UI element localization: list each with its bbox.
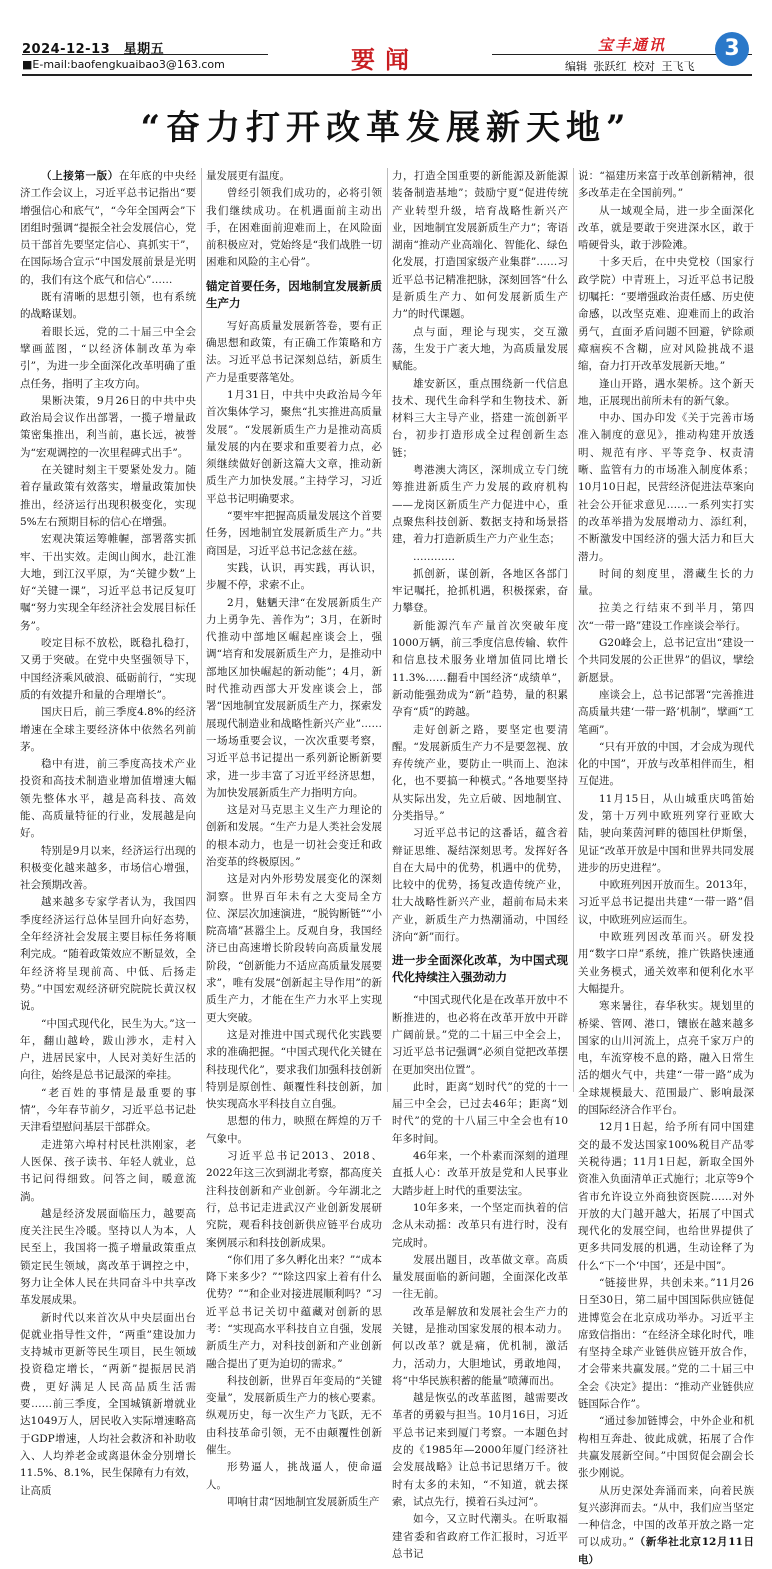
column-4 xyxy=(578,168,754,1566)
paragraph: 咬定目标不放松，既稳扎稳打，又勇于突破。在党中央坚强领导下，中国经济乘风破浪、砥砺前行，“实现质的有效提升和量的合理增长”。 xyxy=(20,637,196,701)
continuation-note: （上接第一版） xyxy=(41,170,119,182)
article-body xyxy=(20,168,756,1566)
issue-date: 2024-12-13 星期五 xyxy=(22,42,165,57)
paragraph: 时间的刻度里，潜藏生长的力量。 xyxy=(578,567,754,598)
paragraph: 1月31日，中共中央政治局今年首次集体学习，聚焦“扎实推进高质量发展”。“发展新质生产力是推动高质量发展的内在要求和重要着力点，必须继续做好创新这篇大文章，推动新质生产力加快发展。”主持学习，习近平总书记明确要求。 xyxy=(206,388,382,505)
paragraph: 写好高质量发展新答卷，要有正确思想和政策，有正确工作策略和方法。习近平总书记深刻总结，新质生产力是重要落笔处。 xyxy=(206,319,382,384)
paragraph: 走进第六埠村村民杜洪刚家，老人医保、孩子读书、年轻人就业，总书记问得细致。问答之间，暖意流淌。 xyxy=(20,1138,196,1203)
page-number-badge: 3 xyxy=(715,32,749,66)
paragraph: 力，打造全国重要的新能源及新能源装备制造基地”；鼓励宁夏“促进传统产业转型升级，培育战略性新兴产业，因地制宜发展新质生产力”；寄语湖南“推动产业高端化、智能化、绿色化发展，打造国家级产业集群”……习近平总书记精准把脉，深刻回答“什么是新质生产力、如何发展新质生产力”的时代课题。 xyxy=(392,170,568,321)
paragraph: 拉美之行结束不到半月，第四次“一带一路”建设工作座谈会举行。 xyxy=(578,602,754,632)
section-title: 要闻 xyxy=(351,45,419,74)
paragraph: 中办、国办印发《关于完善市场准入制度的意见》，推动构建开放透明、规范有序、平等竞争、权责清晰、监管有力的市场准入制度体系；10月10日起，民营经济促进法草案向社会公开征求意见……一系列实打实的改革举措为发展增动力、添红利，不断激发中国经济的强大活力和巨大潜力。 xyxy=(578,412,754,563)
paragraph: 座谈会上，总书记部署“完善推进高质量共建‘一带一路’机制”，擘画“工笔画”。 xyxy=(578,688,754,736)
paragraph: 中欧班列因改革而兴。研发投用“数字口岸”系统，推广铁路快速通关业务模式，通关效率和便利化水平大幅提升。 xyxy=(578,931,754,995)
paragraph: G20峰会上，总书记宣出“建设一个共同发展的公正世界”的倡议，擘绘新愿景。 xyxy=(578,637,754,684)
column-3 xyxy=(392,168,568,1560)
paragraph: 这是对推进中国式现代化实践要求的准确把握。“中国式现代化关键在科技现代化”，要求我们加强科技创新特别是原创性、颠覆性科技创新，加快实现高水平科技自立自强。 xyxy=(206,1028,382,1111)
paragraph: 这是对内外形势发展变化的深刻洞察。世界百年未有之大变局全方位、深层次加速演进，“脱钩断链”“小院高墙”甚嚣尘上。反观自身，我国经济已由高速增长阶段转向高质量发展阶段，“创新能力不适应高质量发展要求”，唯有发展“创新起主导作用”的新质生产力，才能在生产力水平上实现更大突破。 xyxy=(206,873,382,1024)
paragraph: 改革是解放和发展社会生产力的关键，是推动国家发展的根本动力。何以改革？就是痛，优机制，激活力，活动力，大胆地试，勇敢地闯，将“中华民族积蓄的能量”喷薄而出。 xyxy=(392,1305,568,1387)
column-2 xyxy=(206,168,382,1508)
paragraph: 国庆日后，前三季度4.8%的经济增速在全球主要经济体中依然名列前茅。 xyxy=(20,706,196,753)
paragraph: “中国式现代化是在改革开放中不断推进的，也必将在改革开放中开辟广阔前景。”党的二十届三中全会上，习近平总书记强调“必须自觉把改革摆在更加突出位置”。 xyxy=(392,994,568,1076)
paragraph: 特别是9月以来，经济运行出现的积极变化越来越多，市场信心增强，社会预期改善。 xyxy=(20,844,196,892)
paragraph: ………… xyxy=(413,550,455,563)
paragraph: 实践，认识，再实践，再认识，步履不停，求索不止。 xyxy=(206,561,382,592)
paragraph: 新能源汽车产量首次突破年度1000万辆，前三季度信息传输、软件和信息技术服务业增加值同比增长11.3%……翻看中国经济“成绩单”，新动能强劲成为“新”趋势，量的积累孕育“质”的跨越。 xyxy=(392,619,568,719)
paragraph: 雄安新区，重点围绕新一代信息技术、现代生命科学和生物技术、新材料三大主导产业，搭建一流创新平台，初步打造形成全过程创新生态链； xyxy=(392,377,568,459)
paragraph: 中欧班列因开放而生。2013年，习近平总书记提出共建“一带一路”倡议，中欧班列应运而生。 xyxy=(578,879,754,926)
paragraph: 习近平总书记的这番话，蕴含着辩证思维、凝结深刻思考。发挥好各自在大局中的优势，机遇中的优势，比较中的优势，扬复改造传统产业，壮大战略性新兴产业，超前布局未来产业，新质生产力热潮涌动，中国经济向“新”而行。 xyxy=(392,827,568,944)
editor-credits: 编辑 张跃红 校对 王飞飞 xyxy=(565,60,695,73)
paragraph: 曾经引领我们成功的，必将引领我们继续成功。在机遇面前主动出手，在困难面前迎难而上，在风险面前积极应对，党始终是“我们战胜一切困难和风险的主心骨”。 xyxy=(206,187,382,269)
paragraph: 说：“福建历来富于改革创新精神，很多改革走在全国前列。” xyxy=(578,170,754,200)
paragraph: 逢山开路，遇水架桥。这个新天地，正展现出前所未有的新气象。 xyxy=(578,377,754,407)
paragraph: （上接第一版）在年底的中央经济工作会议上，习近平总书记指出“要增强信心和底气”，“今年全国两会”下团组时强调“提振全社会发展信心，党员干部首先要坚定信心、真抓实干”，在国际场合宣示“中国发展前景是光明的，我们有这个底气和信心”…… xyxy=(20,170,197,286)
paragraph: 既有清晰的思想引领，也有系统的战略谋划。 xyxy=(20,291,196,321)
paragraph: 越是恢弘的改革蓝图，越需要改革者的勇毅与担当。10月16日，习近平总书记来到厦门考察。一本题色封皮的《1985年—2000年厦门经济社会发展战略》让总书记思绪万千。彼时有太多的未知，“不知道，就去探索，试点先行，摸着石头过河”。 xyxy=(392,1392,568,1508)
paragraph: “要牢牢把握高质量发展这个首要任务，因地制宜发展新质生产力。”共商国是，习近平总书记念兹在兹。 xyxy=(206,510,382,557)
paragraph: 叩响甘肃“因地制宜发展新质生产 xyxy=(227,1495,380,1508)
paragraph: “链接世界，共创未来。”11月26日至30日，第二届中国国际供应链促进博览会在北京成功举办。习近平主席致信指出：“在经济全球化时代，唯有坚持全球产业链供应链开放合作，才会带来共赢发展。”党的二十届三中全会《决定》提出：“推动产业链供应链国际合作”。 xyxy=(578,1277,754,1411)
paragraph: 46年来，一个朴素而深刻的道理直抵人心：改革开放是党和人民事业大踏步赶上时代的重要法宝。 xyxy=(392,1150,568,1197)
paragraph: 这是对马克思主义生产力理论的创新和发展。“生产力是人类社会发展的根本动力，也是一切社会变迁和政治变革的终极原因。” xyxy=(206,804,382,868)
paragraph: 思想的伟力，映照在辉煌的万千气象中。 xyxy=(206,1115,382,1145)
paragraph: 抓创新，谋创新，各地区各部门牢记嘱托，抢抓机遇，积极探索，奋力攀登。 xyxy=(392,567,568,615)
paragraph: “你们用了多久孵化出来？”“成本降下来多少？”“除这四家上着有什么优势？”“和企业对接进展顺利吗？”习近平总书记关切中蕴藏对创新的思考：“实现高水平科技自立自强，发展新质生产力，对科技创新和产业创新融合提出了更为迫切的需求。” xyxy=(206,1253,382,1370)
paragraph: 量发展更有温度。 xyxy=(206,170,290,182)
paragraph: 走好创新之路，要坚定也要清醒。“发展新质生产力不是要忽视、放弃传统产业，要防止一哄而上、泡沫化，也不要搞一种模式。”各地要坚持从实际出发，先立后破、因地制宜、分类指导。” xyxy=(392,723,568,822)
paragraph: 稳中有进，前三季度高技术产业投资和高技术制造业增加值增速大幅领先整体水平，越是高科技、高效能、高质量特征的行业，发展越是向好。 xyxy=(20,758,196,840)
paragraph: 10年多来，一个坚定而执着的信念从未动摇：改革只有进行时，没有完成时。 xyxy=(392,1201,568,1249)
paragraph: “只有开放的中国，才会成为现代化的中国”，开放与改革相伴而生，相互促进。 xyxy=(578,740,754,788)
paragraph: 从历史深处奔涌而来，向着民族复兴澎湃而去。“从中，我们应当坚定一种信念，中国的改革开放之路一定可以成功。”（新华社北京12月11日电） xyxy=(578,1484,754,1566)
paragraph: 点与面，理论与现实，交互激荡，生发于广袤大地，为高质量发展赋能。 xyxy=(392,325,568,373)
page-header xyxy=(0,0,772,80)
header-bottom-rule xyxy=(22,74,752,76)
paragraph: 习近平总书记2013、2018、2022年这三次到湖北考察，都高度关注科技创新和产业创新。今年湖北之行，总书记走进武汉产业创新发展研究院，观看科技创新供应链平台成功案例展示和科技创新成果。 xyxy=(206,1150,382,1249)
paragraph: 形势逼人，挑战逼人，使命逼人。 xyxy=(206,1461,382,1491)
dateline-credit: （新华社北京12月11日电） xyxy=(578,1536,754,1566)
paragraph: 粤港澳大湾区，深圳成立专门统筹推进新质生产力发展的政府机构——龙岗区新质生产力促进中心，重点聚焦科技创新、数据支持和场景搭建，着力打造新质生产力产业生态； xyxy=(392,464,568,546)
paragraph: 宏观决策运筹帷幄，部署落实抓牢、干出实效。走闽山闽水，赴江淮大地，到江汉平原，为“关键少数”上好“关键一课”，习近平总书记反复叮嘱“努力实现全年经济社会发展目标任务”。 xyxy=(20,533,196,632)
paragraph: 12月1日起，给予所有同中国建交的最不发达国家100%税目产品零关税待遇；11月1日起，新取全国外资准入负面清单正式施行；北京等9个省市允许设立外商独资医院……对外开放的大门越开越大，拓展了中国式现代化的发展空间，也给世界提供了更多共同发展的机遇，生动诠释了为什么“下一个‘中国’，还是中国”。 xyxy=(578,1121,754,1272)
contact-email: ■E-mail:baofengkuaibao3@163.com xyxy=(22,58,225,71)
paragraph: “通过参加链博会，中外企业和机构相互奔赴、彼此成就，拓展了合作共赢发展新空间。”中国贸促会副会长张少刚说。 xyxy=(578,1415,754,1480)
paragraph: 如今，又立时代潮头。在听取福建省委和省政府工作汇报时，习近平总书记 xyxy=(392,1513,568,1560)
paragraph: 在关键时刻主干要紧处发力。随着存量政策有效落实，增量政策加快推出，经济运行出现积极变化，实现5%左右预期目标的信心在增强。 xyxy=(20,464,196,528)
paragraph: 越是经济发展面临压力，越要高度关注民生冷暖。坚持以人为本，人民至上，我国将一揽子增量政策重点锁定民生领域，离改革于调控之中，努力让全体人民在共同奋斗中共享改革发展成果。 xyxy=(20,1207,196,1307)
paragraph: 果断决策，9月26日的中共中央政治局会议作出部署，一揽子增量政策密集推出，利当前，惠长远，被誉为“宏观调控的一次里程碑式出手”。 xyxy=(20,394,196,459)
subheading: 进一步全面深化改革，为中国式现代化持续注入强劲动力 xyxy=(392,953,568,985)
paragraph: 此时，距离“划时代”的党的十一届三中全会，已过去46年；距离“划时代”的党的十八届三中全会也有10年多时间。 xyxy=(392,1080,568,1145)
paragraph: “中国式现代化，民生为大。”这一年，翻山越岭，跋山涉水，走村入户，进居民家中，人民对美好生活的向往，始终是总书记最深的牵挂。 xyxy=(20,1017,196,1082)
paragraph: 从一域观全局，进一步全面深化改革，就是要敢于突进深水区，敢于啃硬骨头，敢于涉险滩。 xyxy=(578,204,754,252)
paragraph: 越来越多专家学者认为，我国四季度经济运行总体呈回升向好态势，全年经济社会发展主要目标任务将顺利完成。“随着政策效应不断显效，全年经济将呈现前高、中低、后扬走势。”中国宏观经济研究院院长黄汉权说。 xyxy=(20,896,196,1013)
column-1 xyxy=(20,168,197,1497)
paragraph: 着眼长远，党的二十届三中全会擘画蓝图，“以经济体制改革为牵引”，为进一步全面深化改革明确了重点任务，指明了主攻方向。 xyxy=(20,325,196,390)
subheading: 锚定首要任务，因地制宜发展新质生产力 xyxy=(206,278,382,310)
paragraph: 2月，魅魉天津“在发展新质生产力上勇争先、善作为”；3月，在新时代推动中部地区崛起座谈会上，强调“培育和发展新质生产力，是推动中部地区加快崛起的新动能”；4月，新时代推动西部大开发座谈会上，部署“因地制宜发展新质生产力，探索发展现代制造业和战略性新兴产业”……一场场重要会议，一次次重要考察，习近平总书记提出一系列新论断新要求，进一步丰富了习近平经济思想，为加快发展新质生产力指明方向。 xyxy=(206,596,382,799)
header-rule-left xyxy=(22,54,268,55)
paragraph: 发展出题目，改革做文章。高质量发展面临的新问题，全面深化改革一往无前。 xyxy=(392,1253,568,1301)
paragraph: 科技创新，世界百年变局的“关键变量”，发展新质生产力的核心要素。纵观历史，每一次生产力飞跃，无不由科技革命引领，无不由颠覆性创新催生。 xyxy=(206,1374,382,1457)
paragraph: 寒来暑往，春华秋实。规划里的桥梁、管网、港口，镶嵌在越来越多国家的山川河流上，点亮千家万户的电，车流穿梭不息的路，融入日常生活的烟火气中，共建“一带一路”成为全球规模最大、范围最广、影响最深的国际经济合作平台。 xyxy=(578,1000,754,1117)
newspaper-brand: 宝丰通讯 xyxy=(598,36,667,54)
paragraph: 11月15日，从山城重庆鸣笛始发，第十万列中欧班列穿行亚欧大陆，驶向莱茵河畔的德国杜伊斯堡，见证“改革开放是中国和世界共同发展进步的历史进程”。 xyxy=(578,792,754,874)
article-headline: “奋力打开改革发展新天地” xyxy=(140,108,632,148)
paragraph: 十多天后，在中央党校（国家行政学院）中青班上，习近平总书记殷切嘱托：“要增强政治责任感、历史使命感，以改坚克难、迎难而上的政治勇气，直面矛盾问题不回避，铲除顽瘴痼疾不含糊，应对风险挑战不退缩，奋力打开改革发展新天地。” xyxy=(578,256,754,373)
paragraph: “老百姓的事情是最重要的事情”，今年春节前夕，习近平总书记赴天津看望慰问基层干部群众。 xyxy=(20,1086,196,1134)
paragraph: 新时代以来首次从中央层面出台促就业指导性文件，“两重”建设加力支持城市更新等民生项目，民生领域投资稳定增长，“两新”提振居民消费，更好满足人民高品质生活需要……前三季度，全国城镇新增就业达1049万人，居民收入实际增速略高于GDP增速，人均社会救济和补助收入、人均养老金或离退休金分别增长11.5%、8.1%，民生保障有力有效，让高质 xyxy=(20,1311,196,1497)
